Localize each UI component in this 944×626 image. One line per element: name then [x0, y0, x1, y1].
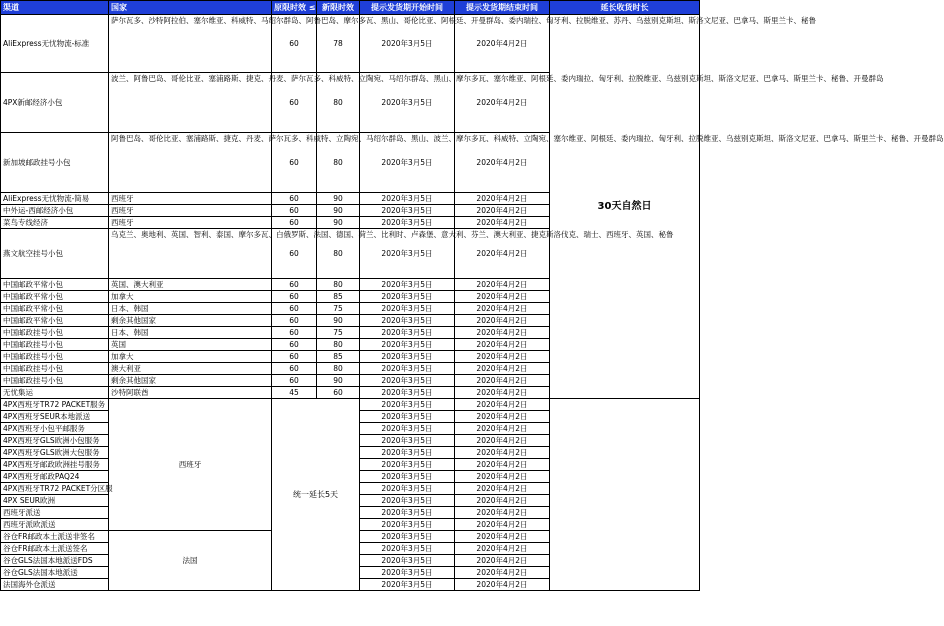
start-date-cell: 2020年3月5日	[360, 15, 455, 73]
channel-cell: 中国邮政挂号小包	[1, 375, 109, 387]
country-cell: 乌克兰、奥地利、英国、智利、泰国、摩尔多瓦、白俄罗斯、法国、德国、荷兰、比利时、卢森堡、意大利、芬兰、澳大利亚、捷克斯洛伐克、瑞士、西班牙、英国、秘鲁	[109, 229, 272, 279]
original-timeout-cell: 60	[272, 327, 317, 339]
new-timeout-cell: 80	[317, 363, 360, 375]
start-date-cell: 2020年3月5日	[360, 567, 455, 579]
new-timeout-cell: 90	[317, 205, 360, 217]
channel-cell: 4PX西班牙GLS欧洲大包服务	[1, 447, 109, 459]
channel-cell: 西班牙派欧派送	[1, 519, 109, 531]
start-date-cell: 2020年3月5日	[360, 217, 455, 229]
country-cell: 沙特阿联酋	[109, 387, 272, 399]
country-cell: 澳大利亚	[109, 363, 272, 375]
original-timeout-cell: 60	[272, 229, 317, 279]
start-date-cell: 2020年3月5日	[360, 387, 455, 399]
channel-cell: 谷仓FR邮政本土派送非签名	[1, 531, 109, 543]
channel-cell: 4PX西班牙TR72 PACKET分区服	[1, 483, 109, 495]
uniform-extension-cell: 统一延长5天	[272, 399, 360, 591]
end-date-cell: 2020年4月2日	[455, 567, 550, 579]
start-date-cell: 2020年3月5日	[360, 279, 455, 291]
channel-cell: 4PX新邮经济小包	[1, 73, 109, 133]
start-date-cell: 2020年3月5日	[360, 579, 455, 591]
channel-cell: 中国邮政平常小包	[1, 315, 109, 327]
end-date-cell: 2020年4月2日	[455, 387, 550, 399]
end-date-cell: 2020年4月2日	[455, 229, 550, 279]
new-timeout-cell: 80	[317, 133, 360, 193]
new-timeout-cell: 75	[317, 303, 360, 315]
start-date-cell: 2020年3月5日	[360, 229, 455, 279]
end-date-cell: 2020年4月2日	[455, 327, 550, 339]
start-date-cell: 2020年3月5日	[360, 483, 455, 495]
original-timeout-cell: 60	[272, 133, 317, 193]
channel-cell: 中国邮政平常小包	[1, 291, 109, 303]
channel-cell: 谷仓FR邮政本土派送签名	[1, 543, 109, 555]
channel-cell: 4PX西班牙小包平邮服务	[1, 423, 109, 435]
original-timeout-cell: 60	[272, 375, 317, 387]
end-date-cell: 2020年4月2日	[455, 555, 550, 567]
end-date-cell: 2020年4月2日	[455, 483, 550, 495]
country-cell: 日本、韩国	[109, 303, 272, 315]
end-date-cell: 2020年4月2日	[455, 315, 550, 327]
original-timeout-cell: 60	[272, 73, 317, 133]
start-date-cell: 2020年3月5日	[360, 435, 455, 447]
end-date-cell: 2020年4月2日	[455, 279, 550, 291]
country-cell: 剩余其他国家	[109, 375, 272, 387]
channel-cell: AliExpress无忧物流-简易	[1, 193, 109, 205]
new-timeout-cell: 80	[317, 279, 360, 291]
start-date-cell: 2020年3月5日	[360, 315, 455, 327]
new-timeout-cell: 85	[317, 291, 360, 303]
start-date-cell: 2020年3月5日	[360, 291, 455, 303]
channel-cell: AliExpress无忧物流-标准	[1, 15, 109, 73]
original-timeout-cell: 60	[272, 303, 317, 315]
start-date-cell: 2020年3月5日	[360, 447, 455, 459]
channel-cell: 谷仓GLS法国本地派送	[1, 567, 109, 579]
start-date-cell: 2020年3月5日	[360, 193, 455, 205]
end-date-cell: 2020年4月2日	[455, 291, 550, 303]
new-timeout-cell: 90	[317, 193, 360, 205]
country-cell: 西班牙	[109, 193, 272, 205]
start-date-cell: 2020年3月5日	[360, 399, 455, 411]
start-date-cell: 2020年3月5日	[360, 375, 455, 387]
country-cell: 加拿大	[109, 351, 272, 363]
channel-cell: 燕文航空挂号小包	[1, 229, 109, 279]
channel-cell: 中国邮政挂号小包	[1, 339, 109, 351]
end-date-cell: 2020年4月2日	[455, 507, 550, 519]
header-row	[1, 1, 700, 15]
end-date-cell: 2020年4月2日	[455, 411, 550, 423]
channel-cell: 中国邮政挂号小包	[1, 363, 109, 375]
new-timeout-cell: 75	[317, 327, 360, 339]
end-date-cell: 2020年4月2日	[455, 363, 550, 375]
start-date-cell: 2020年3月5日	[360, 531, 455, 543]
country-group-france: 法国	[109, 531, 272, 591]
new-timeout-cell: 78	[317, 15, 360, 73]
channel-cell: 中国邮政挂号小包	[1, 351, 109, 363]
end-date-cell: 2020年4月2日	[455, 519, 550, 531]
start-date-cell: 2020年3月5日	[360, 495, 455, 507]
end-date-cell: 2020年4月2日	[455, 423, 550, 435]
start-date-cell: 2020年3月5日	[360, 543, 455, 555]
table-row	[1, 15, 700, 73]
new-timeout-cell: 90	[317, 375, 360, 387]
channel-cell: 4PX西班牙邮政欧洲挂号服务	[1, 459, 109, 471]
start-date-cell: 2020年3月5日	[360, 363, 455, 375]
channel-cell: 4PX西班牙GLS欧洲小包服务	[1, 435, 109, 447]
new-timeout-cell: 80	[317, 73, 360, 133]
channel-cell: 中国邮政平常小包	[1, 279, 109, 291]
channel-cell: 菜鸟专线经济	[1, 217, 109, 229]
start-date-cell: 2020年3月5日	[360, 303, 455, 315]
start-date-cell: 2020年3月5日	[360, 471, 455, 483]
country-cell: 剩余其他国家	[109, 315, 272, 327]
channel-cell: 谷仓GLS法国本地派送FDS	[1, 555, 109, 567]
channel-cell: 西班牙派送	[1, 507, 109, 519]
table-row	[1, 399, 700, 411]
start-date-cell: 2020年3月5日	[360, 507, 455, 519]
end-date-cell: 2020年4月2日	[455, 495, 550, 507]
original-timeout-cell: 60	[272, 279, 317, 291]
channel-cell: 中外运-西邮经济小包	[1, 205, 109, 217]
end-date-cell: 2020年4月2日	[455, 459, 550, 471]
start-date-cell: 2020年3月5日	[360, 339, 455, 351]
end-date-cell: 2020年4月2日	[455, 447, 550, 459]
original-timeout-cell: 60	[272, 315, 317, 327]
header-end-time: 提示发货期结束时间	[455, 1, 550, 15]
country-cell: 萨尔瓦多、沙特阿拉伯、塞尔维亚、科威特、马绍尔群岛、阿鲁巴岛、摩尔多瓦、黑山、哥伦比亚、阿根廷、开曼群岛、委内瑞拉、匈牙利、拉脱维亚、苏丹、乌兹别克斯坦、斯洛文尼亚、巴拿马、斯里兰卡、秘鲁	[109, 15, 272, 73]
channel-cell: 无忧集运	[1, 387, 109, 399]
end-date-cell: 2020年4月2日	[455, 531, 550, 543]
country-cell: 阿鲁巴岛、哥伦比亚、塞浦路斯、捷克、丹麦、萨尔瓦多、科威特、立陶宛、马绍尔群岛、黑山、波兰、摩尔多瓦、科威特、立陶宛、塞尔维亚、阿根廷、委内瑞拉、匈牙利、拉脱维亚、乌兹别克斯坦、斯洛文尼亚、巴拿马、斯里兰卡、秘鲁、开曼群岛	[109, 133, 272, 193]
end-date-cell: 2020年4月2日	[455, 471, 550, 483]
start-date-cell: 2020年3月5日	[360, 411, 455, 423]
end-date-cell: 2020年4月2日	[455, 217, 550, 229]
header-start-time: 提示发货期开始时间	[360, 1, 455, 15]
end-date-cell: 2020年4月2日	[455, 303, 550, 315]
start-date-cell: 2020年3月5日	[360, 459, 455, 471]
channel-cell: 中国邮政平常小包	[1, 303, 109, 315]
end-date-cell: 2020年4月2日	[455, 543, 550, 555]
start-date-cell: 2020年3月5日	[360, 519, 455, 531]
end-date-cell: 2020年4月2日	[455, 375, 550, 387]
channel-cell: 4PX SEUR欧洲	[1, 495, 109, 507]
header-country: 国家	[109, 1, 272, 15]
country-cell: 日本、韩国	[109, 327, 272, 339]
header-new-timeout: 新限时效	[317, 1, 360, 15]
country-cell: 波兰、阿鲁巴岛、哥伦比亚、塞浦路斯、捷克、丹麦、萨尔瓦多、科威特、立陶宛、马绍尔群岛、黑山、摩尔多瓦、塞尔维亚、阿根廷、委内瑞拉、匈牙利、拉脱维亚、乌兹别克斯坦、斯洛文尼亚、巴拿马、斯里兰卡、秘鲁、开曼群岛	[109, 73, 272, 133]
end-date-cell: 2020年4月2日	[455, 435, 550, 447]
country-cell: 西班牙	[109, 217, 272, 229]
original-timeout-cell: 60	[272, 339, 317, 351]
start-date-cell: 2020年3月5日	[360, 423, 455, 435]
original-timeout-cell: 60	[272, 205, 317, 217]
channel-cell: 4PX西班牙TR72 PACKET服务	[1, 399, 109, 411]
start-date-cell: 2020年3月5日	[360, 73, 455, 133]
channel-cell: 新加坡邮政挂号小包	[1, 133, 109, 193]
country-cell: 西班牙	[109, 205, 272, 217]
start-date-cell: 2020年3月5日	[360, 133, 455, 193]
channel-cell: 4PX西班牙邮政PAQ24	[1, 471, 109, 483]
header-original-timeout: 原限时效 ≤	[272, 1, 317, 15]
new-timeout-cell: 90	[317, 315, 360, 327]
start-date-cell: 2020年3月5日	[360, 205, 455, 217]
new-timeout-cell: 80	[317, 229, 360, 279]
end-date-cell: 2020年4月2日	[455, 579, 550, 591]
end-date-cell: 2020年4月2日	[455, 15, 550, 73]
start-date-cell: 2020年3月5日	[360, 351, 455, 363]
new-timeout-cell: 60	[317, 387, 360, 399]
new-timeout-cell: 90	[317, 217, 360, 229]
end-date-cell: 2020年4月2日	[455, 73, 550, 133]
original-timeout-cell: 60	[272, 217, 317, 229]
country-cell: 英国、澳大利亚	[109, 279, 272, 291]
country-cell: 加拿大	[109, 291, 272, 303]
end-date-cell: 2020年4月2日	[455, 399, 550, 411]
blank-extension-cell	[550, 399, 700, 591]
extension-duration-cell: 30天自然日	[550, 15, 700, 399]
start-date-cell: 2020年3月5日	[360, 327, 455, 339]
end-date-cell: 2020年4月2日	[455, 339, 550, 351]
header-extension: 延长收货时长	[550, 1, 700, 15]
start-date-cell: 2020年3月5日	[360, 555, 455, 567]
end-date-cell: 2020年4月2日	[455, 133, 550, 193]
original-timeout-cell: 60	[272, 363, 317, 375]
original-timeout-cell: 60	[272, 193, 317, 205]
country-group-spain: 西班牙	[109, 399, 272, 531]
new-timeout-cell: 85	[317, 351, 360, 363]
header-channel: 渠道	[1, 1, 109, 15]
end-date-cell: 2020年4月2日	[455, 351, 550, 363]
original-timeout-cell: 60	[272, 351, 317, 363]
channel-cell: 法国海外仓派送	[1, 579, 109, 591]
channel-cell: 中国邮政挂号小包	[1, 327, 109, 339]
country-cell: 英国	[109, 339, 272, 351]
end-date-cell: 2020年4月2日	[455, 205, 550, 217]
original-timeout-cell: 60	[272, 291, 317, 303]
original-timeout-cell: 60	[272, 15, 317, 73]
end-date-cell: 2020年4月2日	[455, 193, 550, 205]
channel-cell: 4PX西班牙SEUR本地派送	[1, 411, 109, 423]
original-timeout-cell: 45	[272, 387, 317, 399]
new-timeout-cell: 80	[317, 339, 360, 351]
